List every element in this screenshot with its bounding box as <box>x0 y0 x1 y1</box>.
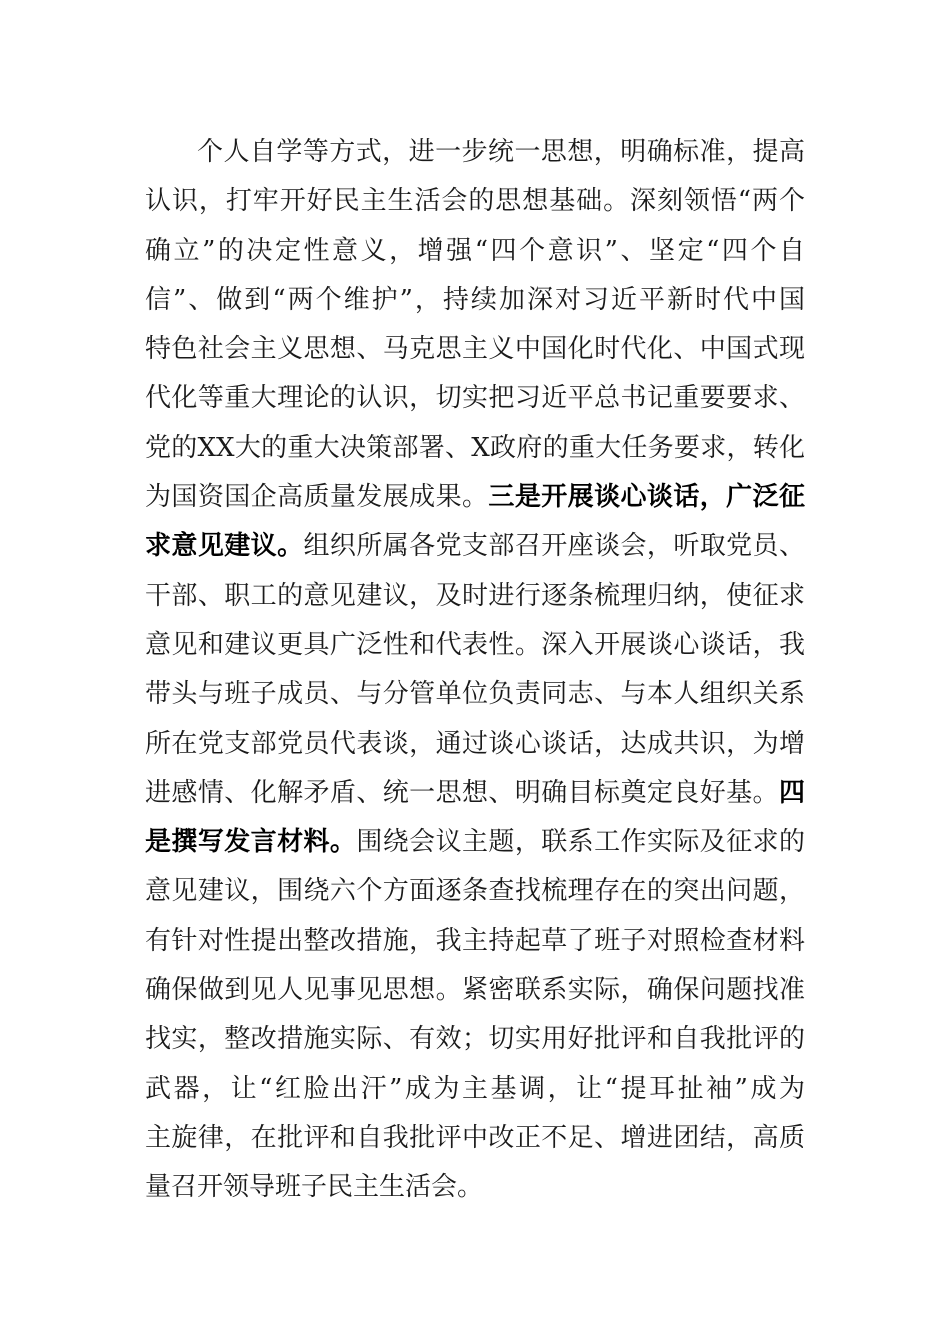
body-text: 认识，打牢开好民主生活会的思想基础。深刻领悟“两个 <box>145 186 805 217</box>
bold-heading-text: 三是开展谈心谈话，广泛征 <box>488 482 805 513</box>
text-line <box>145 867 805 916</box>
text-line <box>145 1114 805 1163</box>
body-text: 党的XX大的重大决策部署、X政府的重大任务要求，转化 <box>145 432 805 463</box>
body-text: 干部、职工的意见建议，及时进行逐条梳理归纳，使征求 <box>145 580 805 611</box>
text-line <box>145 276 805 325</box>
body-text: 找实，整改措施实际、有效；切实用好批评和自我批评的 <box>145 1024 805 1055</box>
text-line <box>145 720 805 769</box>
bold-heading-text: 是撰写发言材料。 <box>145 827 357 858</box>
body-text: 意见建议，围绕六个方面逐条查找梳理存在的突出问题， <box>145 876 805 907</box>
body-text: 意见和建议更具广泛性和代表性。深入开展谈心谈话，我 <box>145 629 805 660</box>
body-text: 确保做到见人见事见思想。紧密联系实际，确保问题找准 <box>145 975 805 1006</box>
bold-heading-text: 求意见建议。 <box>145 531 304 562</box>
text-line <box>145 227 805 276</box>
body-text: 个人自学等方式，进一步统一思想，明确标准，提高 <box>197 137 805 167</box>
text-line <box>145 621 805 670</box>
body-text: 武器，让“红脸出汗”成为主基调，让“提耳扯袖”成为 <box>145 1073 805 1104</box>
body-text: 主旋律，在批评和自我批评中改正不足、增进团结，高质 <box>145 1122 805 1153</box>
text-line <box>145 177 805 226</box>
body-text: 代化等重大理论的认识，切实把习近平总书记重要要求、 <box>145 383 805 414</box>
text-line <box>145 1015 805 1064</box>
body-text: 进感情、化解矛盾、统一思想、明确目标奠定良好基。 <box>145 777 779 808</box>
text-line <box>145 374 805 423</box>
body-text: 组织所属各党支部召开座谈会，听取党员、 <box>303 531 805 562</box>
body-text: 有针对性提出整改措施，我主持起草了班子对照检查材料 <box>145 925 805 956</box>
text-line <box>145 917 805 966</box>
text-line <box>145 522 805 571</box>
body-text: 信”、做到“两个维护”，持续加深对习近平新时代中国 <box>145 284 805 315</box>
text-line <box>145 128 805 177</box>
body-text: 确立”的决定性意义，增强“四个意识”、坚定“四个自 <box>145 235 805 266</box>
body-text: 围绕会议主题，联系工作实际及征求的 <box>356 827 805 858</box>
text-line <box>145 966 805 1015</box>
text-line <box>145 1065 805 1114</box>
body-text: 特色社会主义思想、马克思主义中国化时代化、中国式现 <box>145 334 805 365</box>
text-line <box>145 325 805 374</box>
body-text: 量召开领导班子民主生活会。 <box>145 1172 484 1203</box>
text-line <box>145 769 805 818</box>
text-line <box>145 424 805 473</box>
bold-heading-text: 四 <box>778 777 805 808</box>
text-line <box>145 572 805 621</box>
body-text: 带头与班子成员、与分管单位负责同志、与本人组织关系 <box>145 679 805 710</box>
text-line <box>145 1163 805 1212</box>
text-line <box>145 818 805 867</box>
text-line <box>145 670 805 719</box>
body-text: 所在党支部党员代表谈，通过谈心谈话，达成共识，为增 <box>145 728 805 759</box>
text-line <box>145 473 805 522</box>
body-paragraph <box>145 128 805 1213</box>
body-text: 为国资国企高质量发展成果。 <box>145 482 489 513</box>
